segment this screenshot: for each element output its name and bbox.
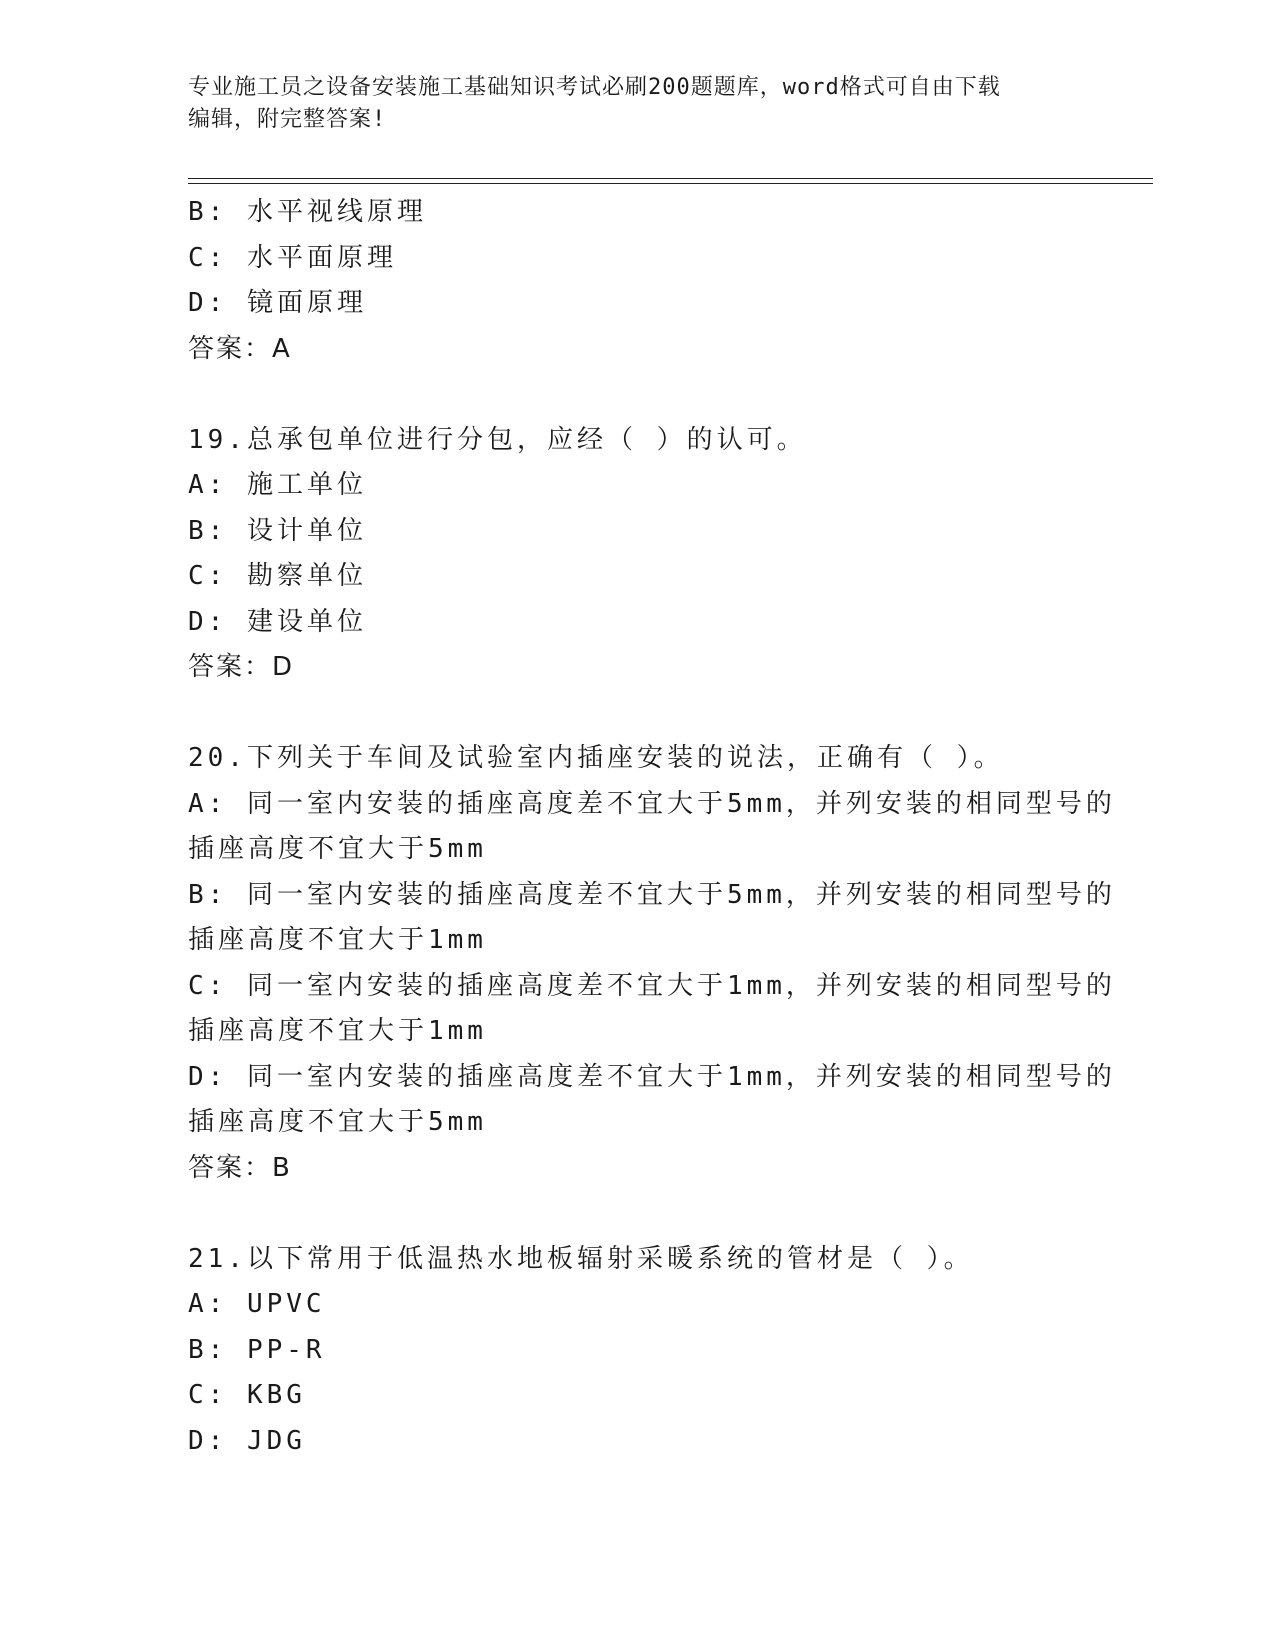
option-d: D: 镜面原理 (188, 288, 367, 318)
question-stem: 19.总承包单位进行分包，应经（ ）的认可。 (188, 424, 807, 455)
header-line-2: 编辑，附完整答案! (188, 107, 387, 132)
option-d-line-2: 插座高度不宜大于5mm (188, 1107, 487, 1137)
spacer (188, 1191, 1088, 1237)
option-c: C: KBG (188, 1380, 306, 1410)
answer: 答案：A (188, 333, 292, 364)
option-d: D: 建设单位 (188, 606, 367, 637)
header-divider-top (188, 178, 1153, 179)
question-20 (188, 736, 1116, 1191)
question-stem: 21.以下常用于低温热水地板辐射采暖系统的管材是（ ）。 (188, 1243, 974, 1274)
question-stem: 20.下列关于车间及试验室内插座安装的说法，正确有（ ）。 (188, 743, 1004, 773)
spacer (188, 691, 1088, 737)
header-divider-bottom (188, 183, 1153, 184)
question-21 (188, 1237, 1088, 1465)
option-a: A: UPVC (188, 1289, 326, 1319)
option-a: A: 施工单位 (188, 470, 367, 500)
option-d: D: JDG (188, 1425, 306, 1456)
option-a-line-1: A: 同一室内安装的插座高度差不宜大于5mm，并列安装的相同型号的 (188, 788, 1116, 819)
option-a-line-2: 插座高度不宜大于5mm (188, 834, 487, 864)
option-b: B: 水平视线原理 (188, 197, 427, 227)
question-19 (188, 418, 1088, 691)
header-line-1: 专业施工员之设备安装施工基础知识考试必刷200题题库，word格式可自由下载 (188, 75, 1001, 100)
document-body (188, 190, 1116, 1464)
question-18-continued (188, 190, 1088, 372)
option-c: C: 水平面原理 (188, 242, 397, 273)
option-c-line-1: C: 同一室内安装的插座高度差不宜大于1mm，并列安装的相同型号的 (188, 970, 1116, 1001)
option-c: C: 勘察单位 (188, 561, 367, 591)
spacer (188, 372, 1088, 418)
option-c-line-2: 插座高度不宜大于1mm (188, 1016, 487, 1046)
answer: 答案：D (188, 652, 295, 682)
option-b-line-2: 插座高度不宜大于1mm (188, 925, 487, 955)
option-d-line-1: D: 同一室内安装的插座高度差不宜大于1mm，并列安装的相同型号的 (188, 1061, 1116, 1092)
option-b: B: PP-R (188, 1334, 326, 1365)
option-b: B: 设计单位 (188, 515, 367, 546)
answer: 答案：B (188, 1152, 292, 1183)
document-header (188, 72, 1088, 136)
option-b-line-1: B: 同一室内安装的插座高度差不宜大于5mm，并列安装的相同型号的 (188, 879, 1116, 910)
